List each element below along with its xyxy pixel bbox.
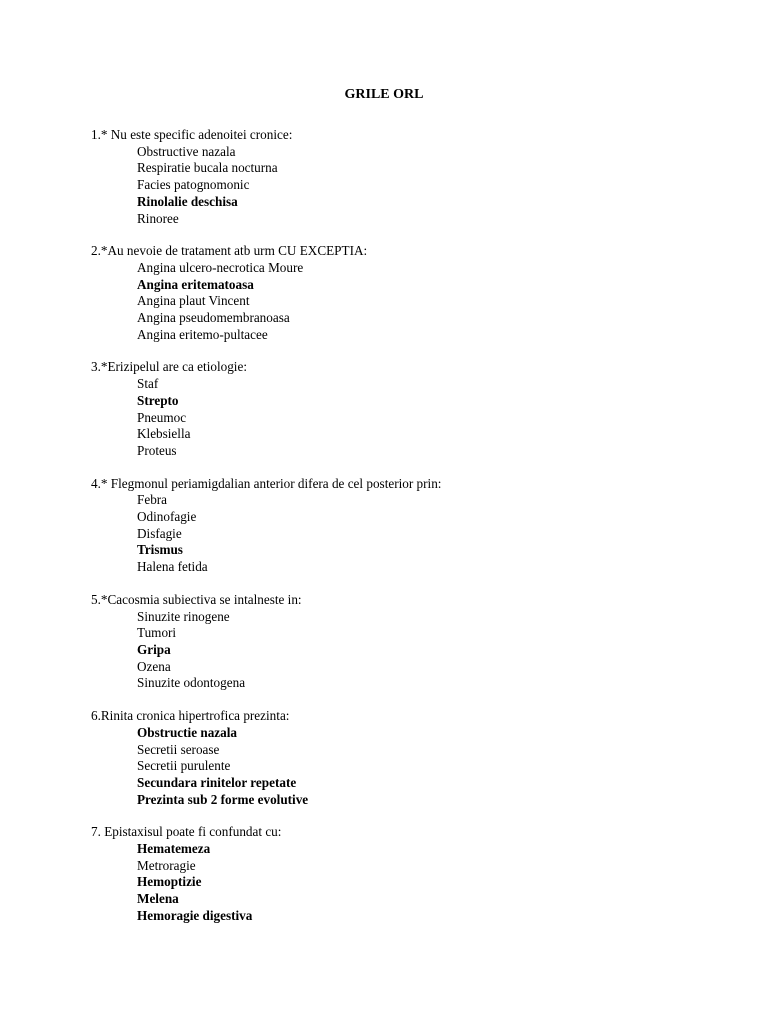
answer-option: Gripa <box>137 641 171 657</box>
answer-option: Rinoree <box>137 210 179 226</box>
option-list <box>91 492 731 576</box>
answer-option: Secretii seroase <box>137 741 220 757</box>
answer-option: Hemoragie digestiva <box>137 907 253 923</box>
answer-option: Angina eritemo-pultacee <box>137 326 268 342</box>
question-text: 4.* Flegmonul periamigdalian anterior difera de cel posterior prin: <box>91 475 442 491</box>
question-5 <box>91 592 731 692</box>
question-7 <box>91 824 731 924</box>
answer-option: Respiratie bucala nocturna <box>137 160 278 176</box>
answer-option: Ozena <box>137 658 171 674</box>
answer-option: Odinofagie <box>137 509 197 525</box>
answer-option: Klebsiella <box>137 426 191 442</box>
answer-option: Hemoptizie <box>137 874 202 890</box>
answer-option: Sinuzite rinogene <box>137 608 230 624</box>
answer-option: Rinolalie deschisa <box>137 193 238 209</box>
question-2 <box>91 243 731 343</box>
question-text: 5.*Cacosmia subiectiva se intalneste in: <box>91 591 302 607</box>
answer-option: Halena fetida <box>137 559 208 575</box>
option-list <box>91 260 731 344</box>
answer-option: Tumori <box>137 625 177 641</box>
answer-option: Metroragie <box>137 857 196 873</box>
option-list <box>91 609 731 693</box>
answer-option: Disfagie <box>137 525 182 541</box>
answer-option: Trismus <box>137 542 183 558</box>
answer-option: Secundara rinitelor repetate <box>137 774 297 790</box>
question-6 <box>91 708 731 808</box>
answer-option: Proteus <box>137 442 177 458</box>
answer-option: Sinuzite odontogena <box>137 675 246 691</box>
option-list <box>91 841 731 925</box>
question-text: 1.* Nu este specific adenoitei cronice: <box>91 127 293 142</box>
answer-option: Febra <box>137 492 168 508</box>
answer-option: Melena <box>137 891 179 907</box>
question-text: 6.Rinita cronica hipertrofica prezinta: <box>91 708 290 724</box>
answer-option: Obstructive nazala <box>137 143 236 159</box>
answer-option: Angina ulcero-necrotica Moure <box>137 259 304 275</box>
answer-option: Facies patognomonic <box>137 177 250 193</box>
question-text: 3.*Erizipelul are ca etiologie: <box>91 359 247 375</box>
question-list <box>91 127 731 941</box>
option-list <box>91 144 731 228</box>
answer-option: Angina eritematoasa <box>137 276 254 292</box>
question-3 <box>91 359 731 459</box>
question-text: 2.*Au nevoie de tratament atb urm CU EXCEPTIA: <box>91 243 368 259</box>
question-4 <box>91 476 731 576</box>
page-title: GRILE ORL <box>344 87 424 102</box>
answer-option: Pneumoc <box>137 409 187 425</box>
answer-option: Hematemeza <box>137 841 211 857</box>
option-list <box>91 725 731 809</box>
answer-option: Strepto <box>137 392 179 408</box>
answer-option: Staf <box>137 376 159 392</box>
question-1 <box>91 127 731 227</box>
answer-option: Angina plaut Vincent <box>137 293 250 309</box>
option-list <box>91 376 731 460</box>
answer-option: Angina pseudomembranoasa <box>137 310 290 326</box>
answer-option: Obstructie nazala <box>137 724 237 740</box>
answer-option: Secretii purulente <box>137 758 231 774</box>
answer-option: Prezinta sub 2 forme evolutive <box>137 791 309 807</box>
question-text: 7. Epistaxisul poate fi confundat cu: <box>91 824 282 840</box>
